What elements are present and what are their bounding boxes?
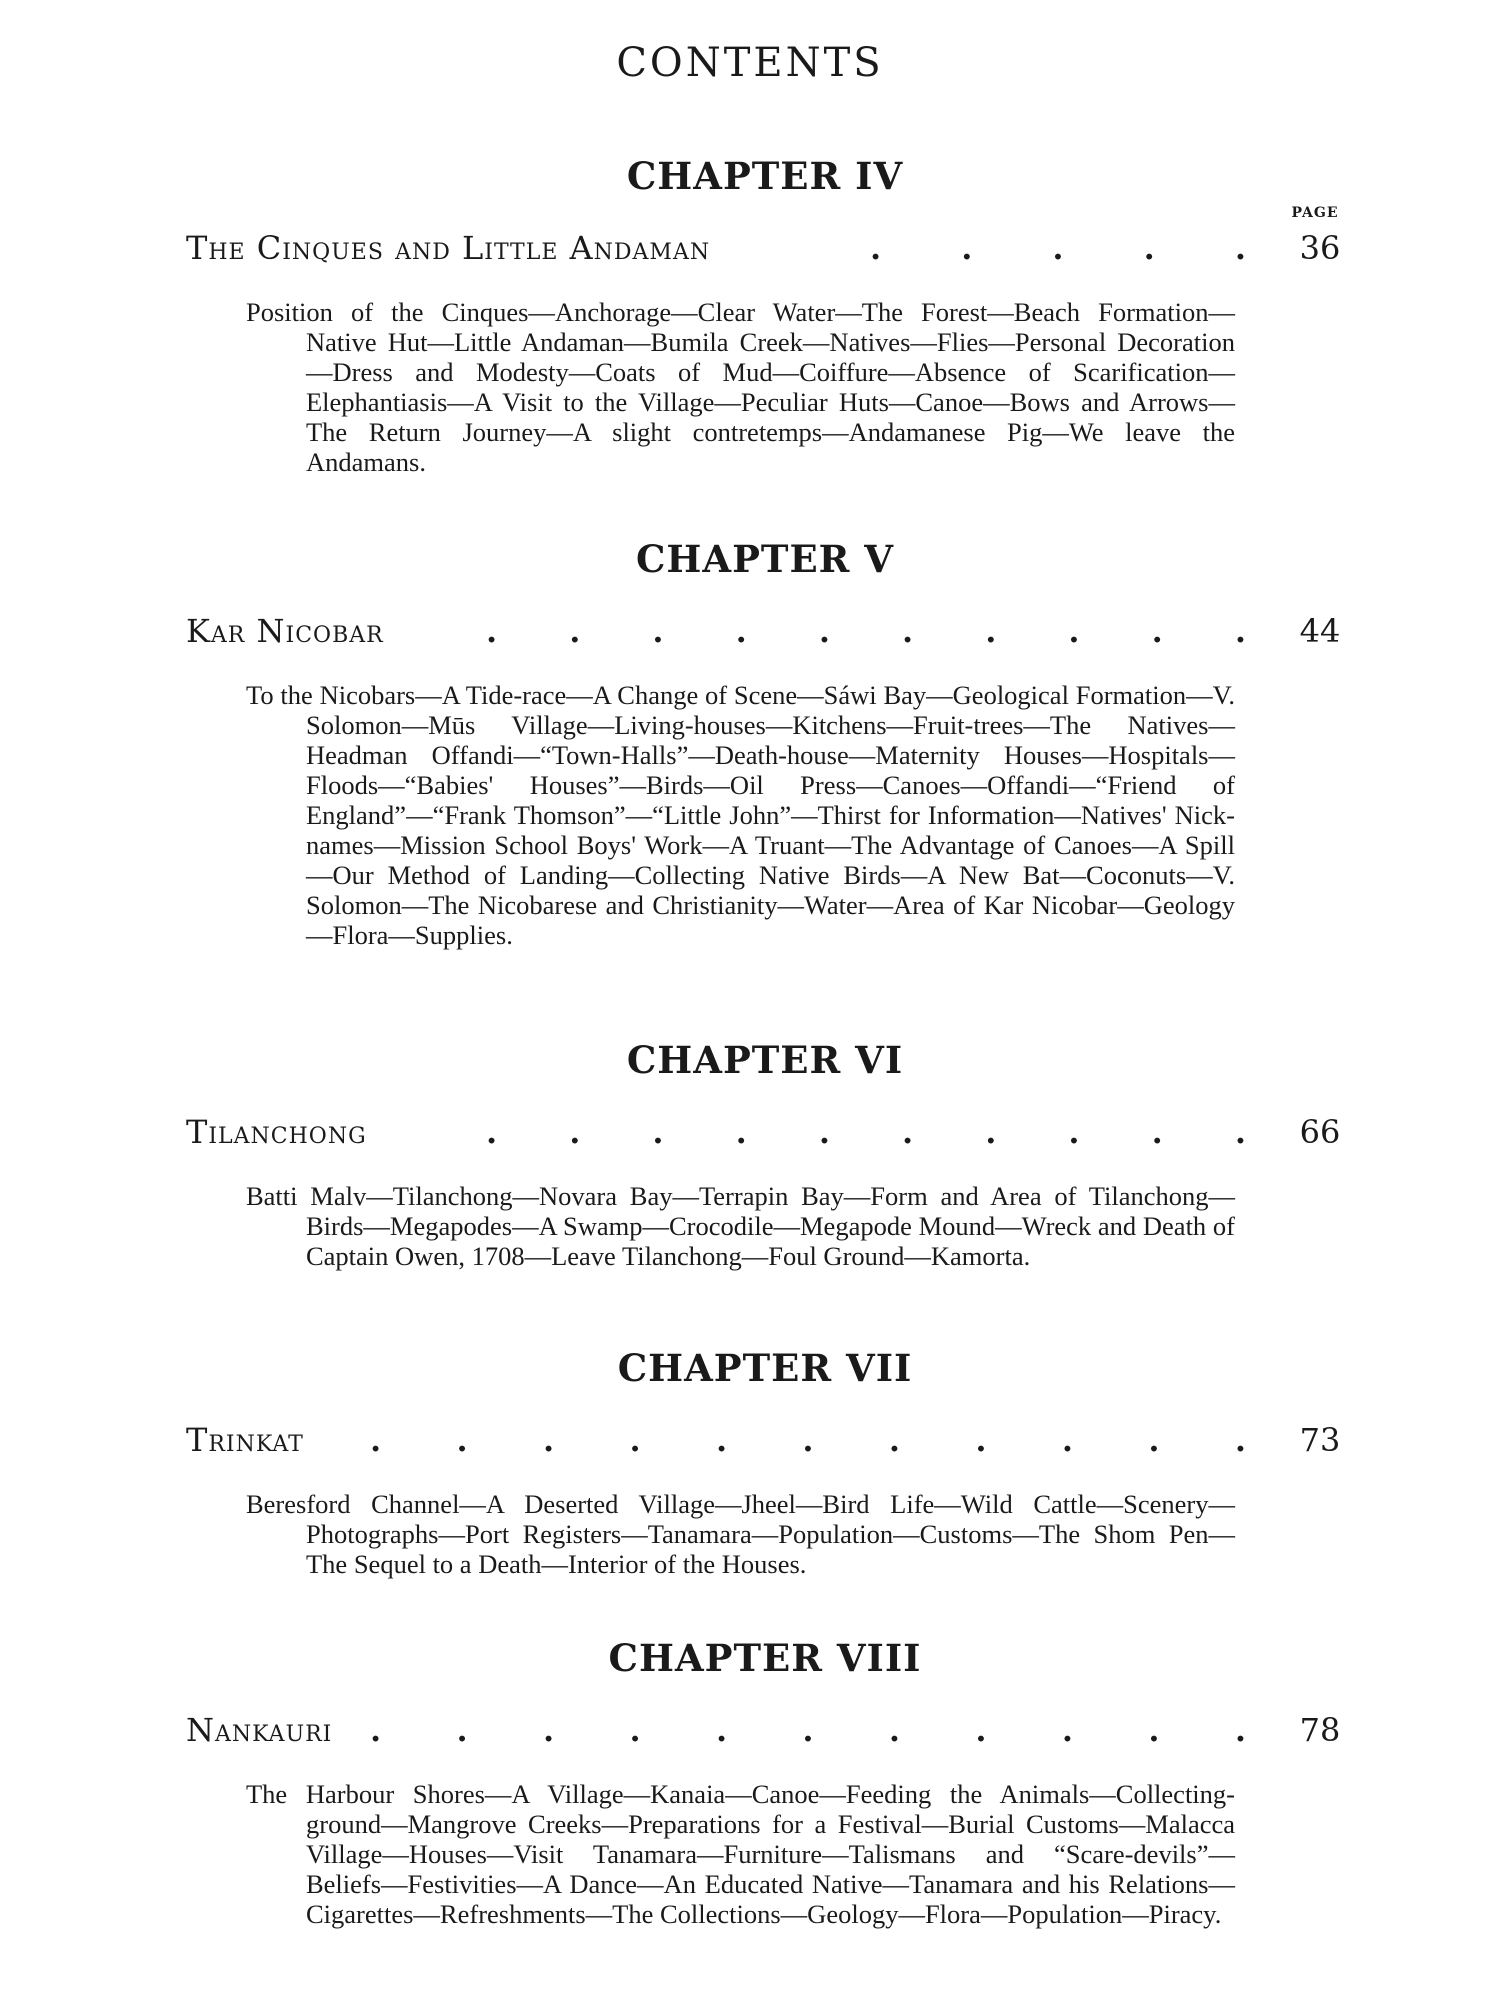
chapter-summary: The Harbour Shores—A Village—Kanaia—Canoe—Feeding the Animals—Collecting-ground—Mangrove Creeks—Preparations for a Festival—Burial Customs—Malacca Village—Houses—Visit Tanamara—Furniture—Talismans and “Scare-devils”—Beliefs—Festivities—A Dance—An Educated Native—Tanamara and his Relations—Cigarettes—Refreshments—The Collections—Geology—Flora—Population—Piracy.	[246, 1779, 1235, 1929]
chapter-title[interactable]: The Cinques and Little Andaman	[186, 229, 711, 267]
chapter-section	[0, 1037, 1500, 1271]
chapter-heading: CHAPTER VIII	[608, 1636, 922, 1680]
chapter-heading: CHAPTER V	[635, 537, 894, 581]
dot-leader: . . . . .	[870, 229, 1246, 267]
toc-entry[interactable]	[0, 1711, 1500, 1759]
chapter-section	[0, 1345, 1500, 1579]
page-number: 78	[1299, 1711, 1341, 1749]
dot-leader: . . . . . . . . . . .	[370, 1711, 1246, 1749]
chapter-summary: Beresford Channel—A Deserted Village—Jheel—Bird Life—Wild Cattle—Scenery—Photographs—Port Registers—Tanamara—Population—Customs—The Shom Pen—The Sequel to a Death—Interior of the Houses.	[246, 1489, 1235, 1579]
chapter-summary: Position of the Cinques—Anchorage—Clear Water—The Forest—Beach Formation—Native Hut—Little Andaman—Bumila Creek—Natives—Flies—Personal Decoration—Dress and Modesty—Coats of Mud—Coiffure—Absence of Scarification—Elephantiasis—A Visit to the Village—Peculiar Huts—Canoe—Bows and Arrows—The Return Journey—A slight contretemps—Andamanese Pig—We leave the Andamans.	[246, 297, 1235, 477]
page-column-label: PAGE	[1291, 205, 1339, 221]
toc-entry[interactable]	[0, 1421, 1500, 1469]
page-number: 36	[1299, 229, 1341, 267]
chapter-heading: CHAPTER VII	[617, 1346, 913, 1390]
page-number: 44	[1299, 612, 1341, 650]
chapter-title[interactable]: Trinkat	[186, 1421, 304, 1459]
chapter-section	[0, 1635, 1500, 1929]
chapter-summary: To the Nicobars—A Tide-race—A Change of Scene—Sáwi Bay—Geological Formation—V. Solomon—Mūs Village—Living-houses—Kitchens—Fruit-trees—The Natives—Headman Offandi—“Town-Halls”—Death-house—Maternity Houses—Hospitals—Floods—“Babies' Houses”—Birds—Oil Press—Canoes—Offandi—“Friend of England”—“Frank Thomson”—“Little John”—Thirst for Information—Natives' Nick-names—Mission School Boys' Work—A Truant—The Advantage of Canoes—A Spill—Our Method of Landing—Collecting Native Birds—A New Bat—Coconuts—V. Solomon—The Nicobarese and Christianity—Water—Area of Kar Nicobar—Geology—Flora—Supplies.	[246, 680, 1235, 950]
toc-entry[interactable]	[0, 229, 1500, 277]
page-number: 73	[1299, 1421, 1341, 1459]
dot-leader: . . . . . . . . . . .	[370, 1421, 1246, 1459]
chapter-section	[0, 153, 1500, 477]
chapter-summary: Batti Malv—Tilanchong—Novara Bay—Terrapin Bay—Form and Area of Tilanchong—Birds—Megapodes—A Swamp—Crocodile—Megapode Mound—Wreck and Death of Captain Owen, 1708—Leave Tilanchong—Foul Ground—Kamorta.	[246, 1181, 1235, 1271]
chapter-title[interactable]: Kar Nicobar	[186, 612, 384, 650]
chapter-section	[0, 536, 1500, 950]
chapter-title[interactable]: Nankauri	[186, 1711, 333, 1749]
chapter-heading: CHAPTER IV	[626, 154, 904, 198]
dot-leader: . . . . . . . . . .	[486, 1113, 1246, 1151]
toc-entry[interactable]	[0, 1113, 1500, 1161]
page-title: CONTENTS	[616, 40, 884, 86]
chapter-heading: CHAPTER VI	[626, 1038, 904, 1082]
toc-entry[interactable]	[0, 612, 1500, 660]
dot-leader: . . . . . . . . . .	[486, 612, 1246, 650]
chapter-title[interactable]: Tilanchong	[186, 1113, 367, 1151]
page-number: 66	[1299, 1113, 1341, 1151]
